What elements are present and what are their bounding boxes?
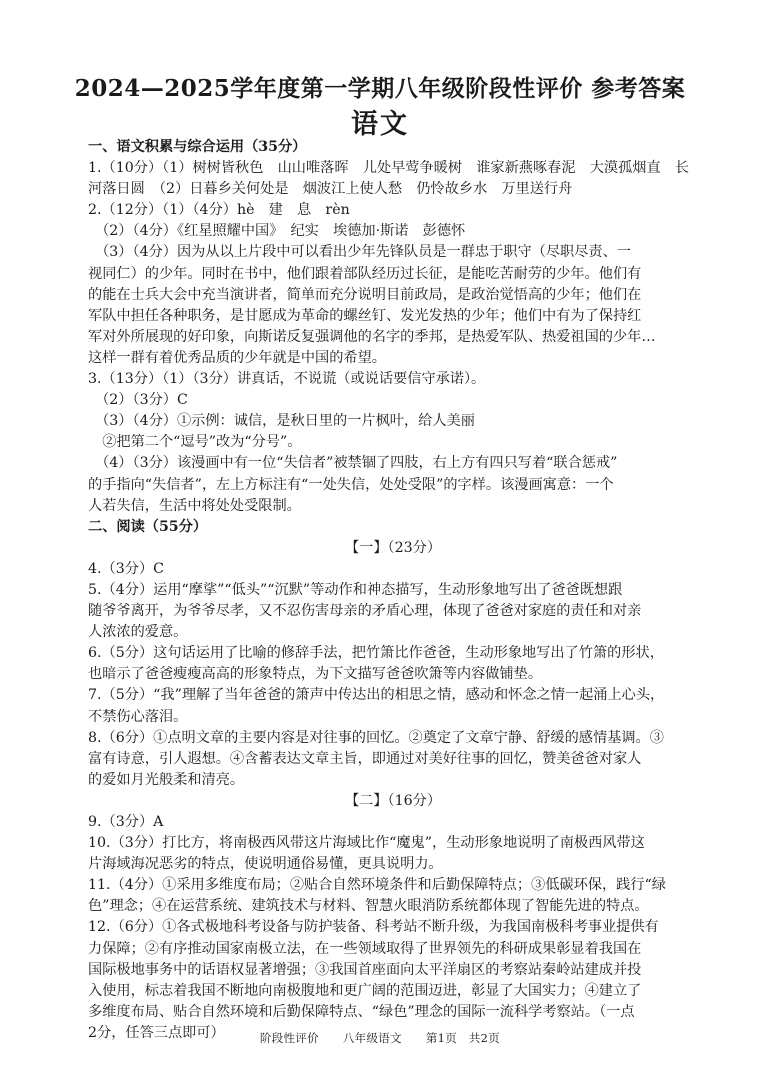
answer-line: 片海域海况恶劣的特点，使说明通俗易懂，更具说明力。 [88,856,443,873]
answer-line: （2）（3分）C [88,392,188,409]
footer-exam-name: 阶段性评价 [259,1031,319,1045]
page-title: 2024—2025学年度第一学期八年级阶段性评价 参考答案 [74,75,686,102]
answer-line: ②把第二个“逗号”改为“分号”。 [88,434,302,451]
answer-line: 12.（6分）①各式极地科考设备与防护装备、科考站不断升级，为我国南极科考事业提供有 [88,919,659,936]
answer-line: 也暗示了爸爸瘦瘦高高的形象特点，为下文描写爸爸吹箫等内容做铺垫。 [88,666,543,683]
answer-line: 4.（3分）C [88,560,164,577]
answer-line: 5.（4分）运用“摩挲”“低头”“沉默”等动作和神态描写，生动形象地写出了爸爸既想跟 [88,581,623,598]
passage-heading: 【一】（23分） [344,539,442,556]
answer-line: 力保障；②有序推动国家南极立法，在一些领域取得了世界领先的科研成果彰显着我国在 [88,940,642,957]
page-footer [0,1030,760,1046]
answer-body [88,137,698,1044]
answer-line: 1.（10分）（1）树树皆秋色 山山唯落晖 儿处早莺争暖树 谁家新燕啄春泥 大漠孤烟直 长 [88,160,690,177]
answer-line: 入使用，标志着我国不断地向南极腹地和更广阔的范围迈进，彰显了大国实力；④建立了 [88,982,642,999]
subject-heading: 语文 [351,109,409,140]
answer-line: （3）（4分）因为从以上片段中可以看出少年先锋队员是一群忠于职守（尽职尽责、一 [88,244,631,261]
answer-line: 3.（13分）（1）（3分）讲真话，不说谎（或说话要信守承诺）。 [88,371,486,388]
answer-line: 10.（3分）打比方，将南极西风带这片海域比作“魔鬼”，生动形象地说明了南极西风带这 [88,835,645,852]
answer-line: 2分，任答三点即可） [88,1024,225,1041]
answer-line: 8.（6分）①点明文章的主要内容是对往事的回忆。②奠定了文章宁静、舒缓的感情基调。③ [88,729,664,746]
passage-heading: 【二】（16分） [344,792,442,809]
section-heading: 一、语文积累与综合运用（35分） [88,139,307,155]
answer-line: 国际极地事务中的话语权显著增强；③我国首座面向太平洋扇区的考察站秦岭站建成并投 [88,961,642,978]
answer-line: 色”理念；④在运营系统、建筑技术与材料、智慧火眼消防系统都体现了智能先进的特点。 [88,898,649,915]
section-heading: 二、阅读（55分） [88,518,208,535]
answer-line: 6.（5分）这句话运用了比喻的修辞手法，把竹箫比作爸爸，生动形象地写出了竹箫的形状， [88,645,664,662]
answer-line: 9.（3分）A [88,814,164,830]
answer-line: 的爱如月光般柔和清亮。 [88,771,245,788]
answer-line: （2）（4分）《红星照耀中国》 纪实 埃德加·斯诺 彭德怀 [88,223,466,240]
answer-line: 多维度布局、贴合自然环境和后勤保障特点、“绿色”理念的国际一流科学考察站。（一点 [88,1003,635,1020]
answer-line: 军队中担任各种职务，是甘愿成为革命的螺丝钉、发光发热的少年；他们中有为了保持红 [88,307,642,324]
answer-line: 富有诗意，引人遐想。④含蓄表达文章主旨，即通过对美好往事的回忆，赞美爸爸对家人 [88,750,642,767]
answer-line: （3）（4分）①示例：诚信，是秋日里的一片枫叶，给人美丽 [88,413,475,430]
answer-line: 11.（4分）①采用多维度布局；②贴合自然环境条件和后勤保障特点；③低碳环保，践行“绿 [88,877,666,894]
answer-line: 这样一群有着优秀品质的少年就是中国的希望。 [88,349,386,366]
answer-line: 随爷爷离开，为爷爷尽孝，又不忍伤害母亲的矛盾心理，体现了爸爸对家庭的责任和对亲 [88,603,642,620]
answer-line: 不禁伤心落泪。 [88,708,188,725]
answer-line: 人若失信，生活中将处处受限制。 [88,497,301,514]
answer-line: 军对外所展现的好印象，向斯诺反复强调他的名字的季邦，是热爱军队、热爱祖国的少年… [88,328,656,345]
answer-line: （4）（3分）该漫画中有一位“失信者”被禁锢了四肢，右上方有四只写着“联合惩戒” [88,455,618,472]
answer-line: 的手指向“失信者”，左上方标注有“一处失信，处处受限”的字样。该漫画寓意：一个 [88,476,614,493]
answer-line: 7.（5分）“我”理解了当年爸爸的箫声中传达出的相思之情，感动和怀念之情一起涌上心头， [88,687,665,704]
footer-page-number: 第1页 共2页 [425,1031,501,1045]
footer-course: 八年级语文 [342,1031,402,1045]
answer-line: 河落日圆 （2）日暮乡关何处是 烟波江上使人愁 仍怜故乡水 万里送行舟 [88,181,573,198]
answer-line: 人浓浓的爱意。 [88,624,188,641]
answer-line: 的能在士兵大会中充当演讲者，简单而充分说明目前政局，是政治觉悟高的少年；他们在 [88,286,642,303]
answer-line: 2.（12分）（1）（4分）hè 建 息 rèn [88,202,350,219]
answer-line: 视同仁）的少年。同时在书中，他们跟着部队经历过长征，是能吃苦耐劳的少年。他们有 [88,265,642,282]
